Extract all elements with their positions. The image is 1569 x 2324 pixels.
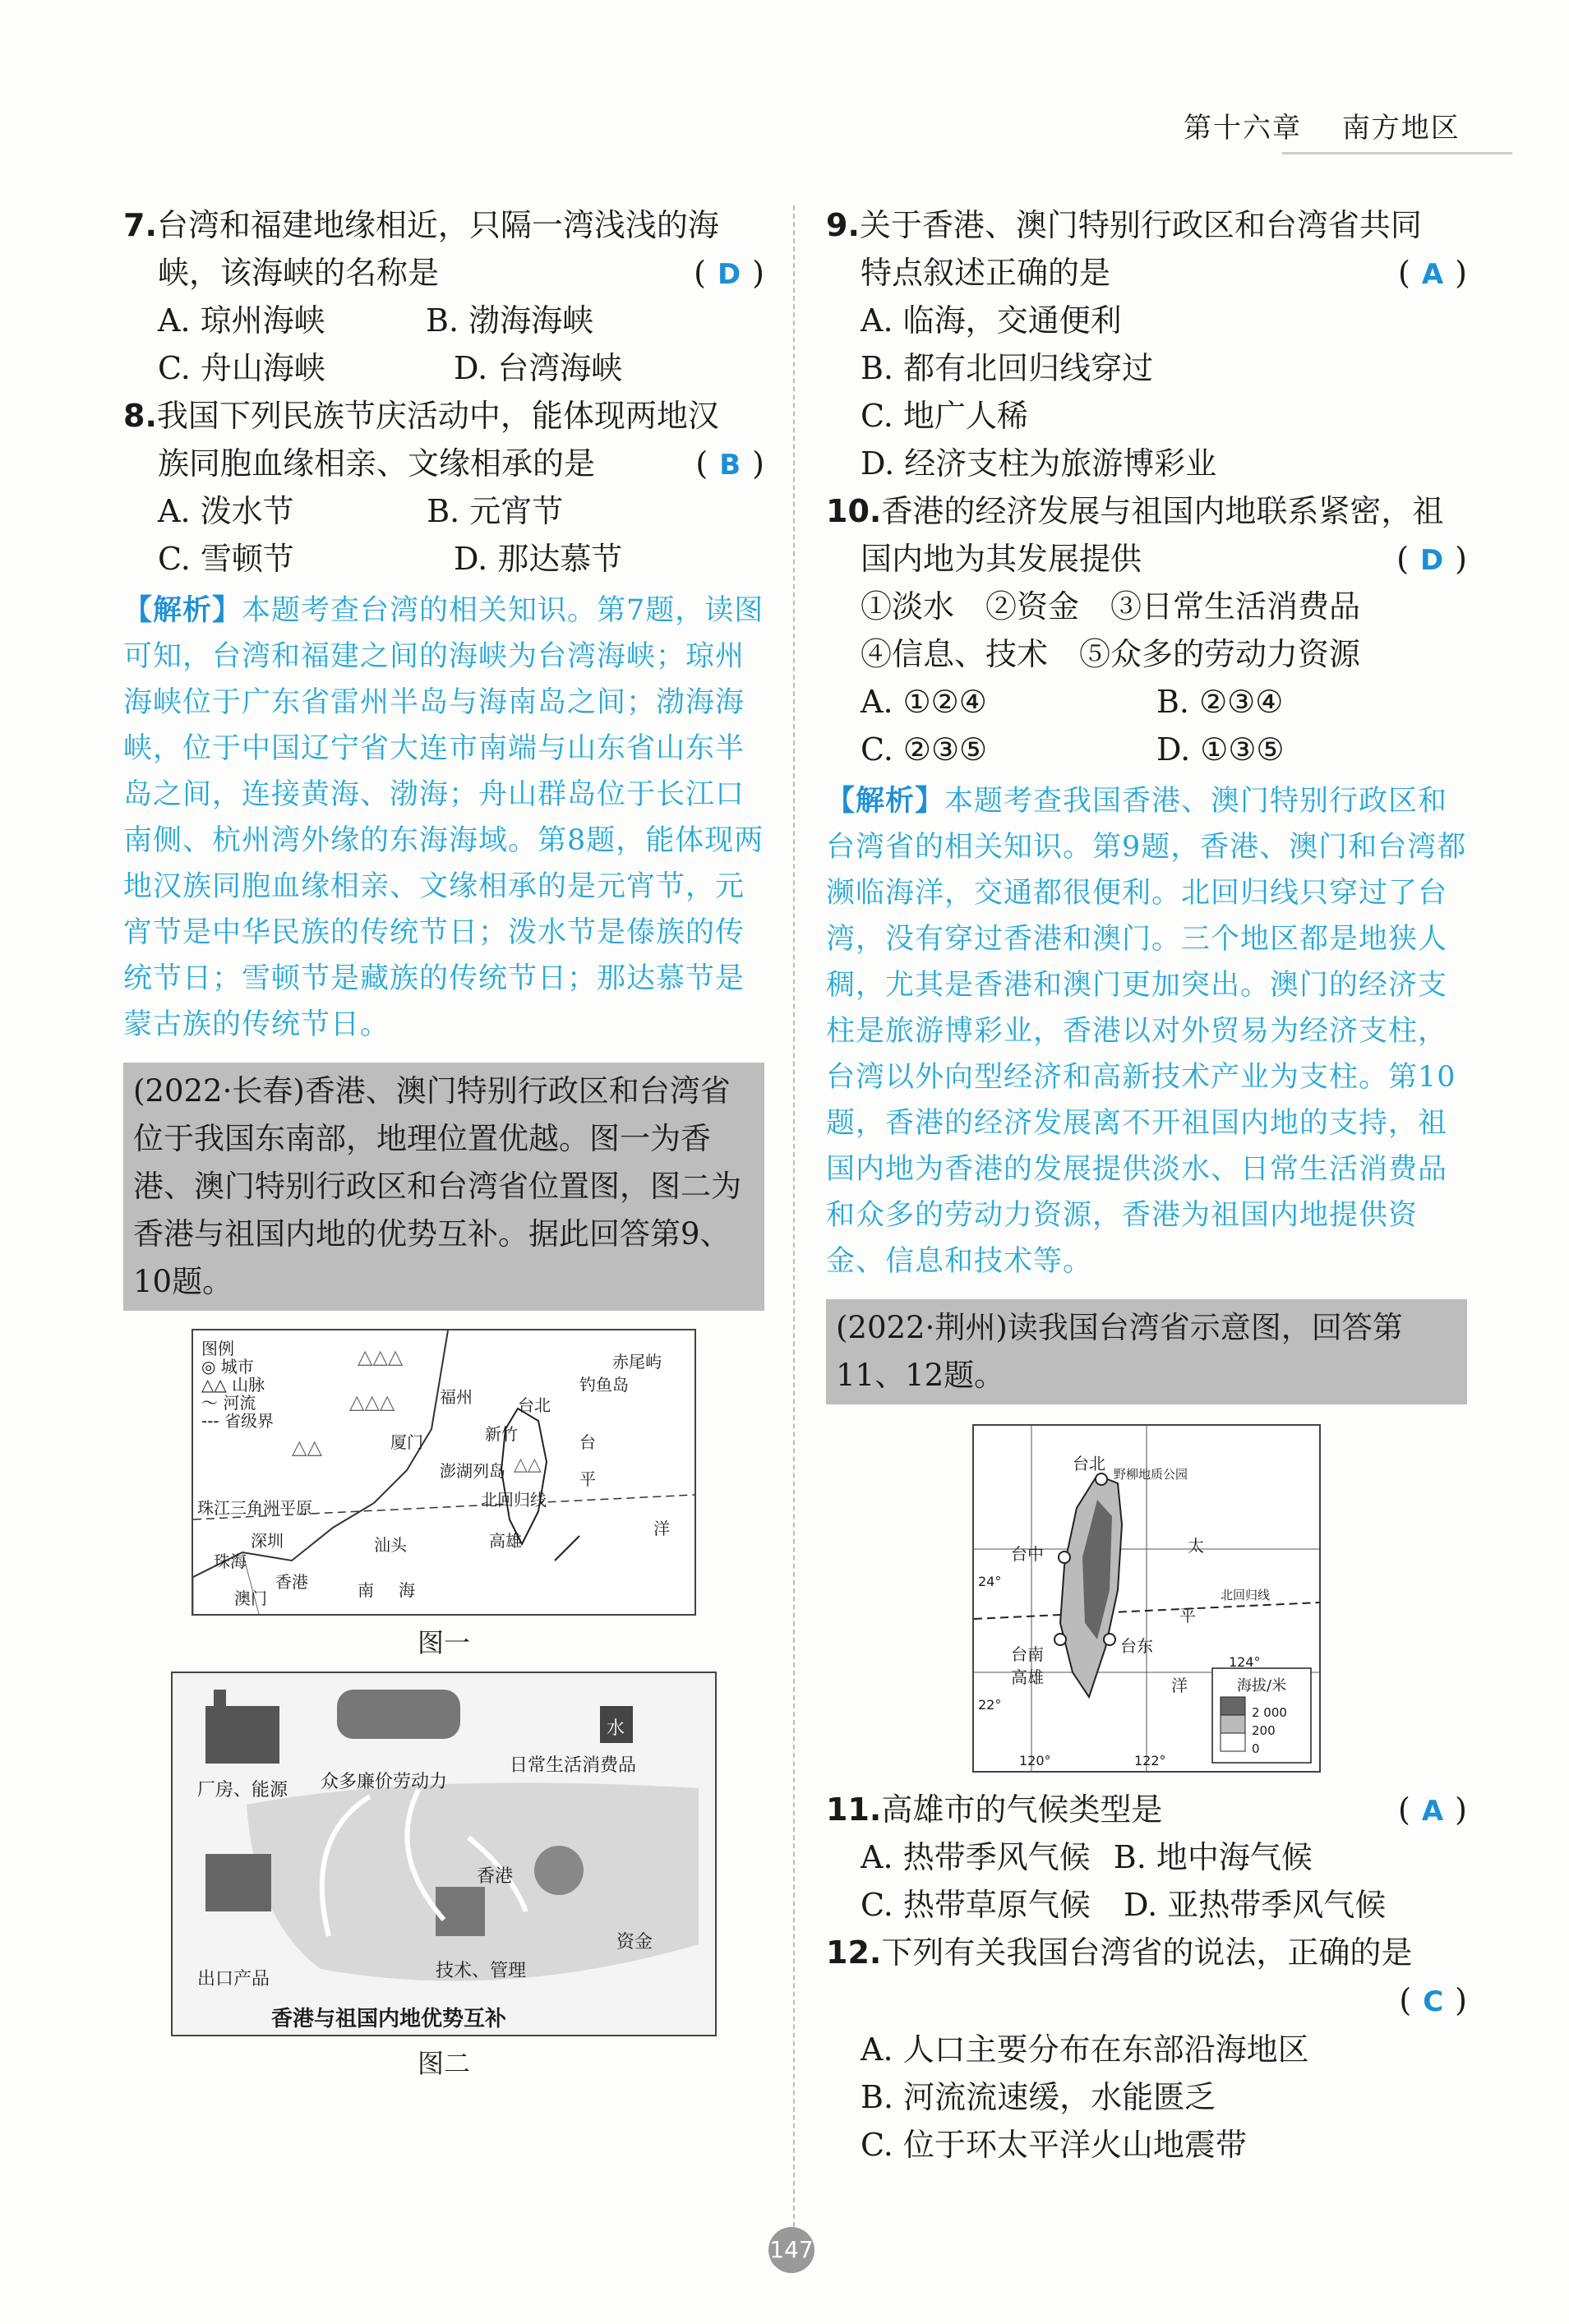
question-8: 8.我国下列民族节庆活动中，能体现两地汉 族同胞血缘相亲、文缘相承的是 ( B ) [123,392,764,487]
map-label: 新竹 [485,1424,518,1444]
map-label: 海 [399,1580,415,1600]
q9-option-c: C. 地广人稀 [861,398,1028,434]
q11-options-row1: A. 热带季风气候 B. 地中海气候 [861,1839,1313,1875]
map-label: 澳门 [234,1589,267,1608]
page-header [1184,105,1461,145]
question-7: 7.台湾和福建地缘相近，只隔一湾浅浅的海 峡，该海峡的名称是 ( D ) [123,201,764,297]
legend-city: ◎ 城市 [201,1357,254,1376]
illustration-label: 众多廉价劳动力 [321,1772,448,1792]
q10-items-1: ①淡水 ②资金 ③日常生活消费品 [861,588,1361,625]
answer-10: ( D ) [1396,541,1467,577]
map-label: 澎湖列岛 [440,1461,505,1481]
q10-items-2: ④信息、技术 ⑤众多的劳动力资源 [861,636,1361,672]
context-box-11-12: (2022·荆州)读我国台湾省示意图，回答第11、12题。 [826,1299,1467,1404]
figure-1-map [192,1329,696,1616]
map-label: 北回归线 [1221,1588,1271,1602]
q11-options-row2: C. 热带草原气候 D. 亚热带季风气候 [861,1887,1387,1923]
q8-options-row1: A. 泼水节 B. 元宵节 [158,493,564,529]
map-label: 深圳 [251,1531,284,1551]
map-label: 高雄 [1011,1667,1044,1687]
q8-options-row2: C. 雪顿节 D. 那达慕节 [158,541,623,577]
svg-text:△△△: △△△ [349,1390,395,1413]
illustration-label: 厂房、能源 [197,1780,288,1801]
figure-3-taiwan-map [972,1424,1321,1773]
question-10: 10.香港的经济发展与祖国内地联系紧密，祖 国内地为其发展提供 ( D ) [826,487,1467,583]
header-rule [1282,152,1512,154]
figure-2-caption: 图二 [417,2048,470,2079]
illustration-title: 香港与祖国内地优势互补 [271,2007,507,2031]
context-box-9-10: (2022·长春)香港、澳门特别行政区和台湾省位于我国东南部，地理位置优越。图一为香港、澳门特别行政区和台湾省位置图，图二为香港与祖国内地的优势互补。据此回答第9、10题。 [123,1063,764,1311]
legend-mountain: △△ 山脉 [201,1375,265,1395]
column-divider [793,205,795,2260]
chapter-number: 第十六章 [1184,112,1302,145]
q7-options-row2: C. 舟山海峡 D. 台湾海峡 [158,350,623,386]
q12-option-b: B. 河流流速缓，水能匮乏 [861,2079,1216,2115]
question-9: 9.关于香港、澳门特别行政区和台湾省共同 特点叙述正确的是 ( A ) [826,201,1467,297]
map-label: 钓鱼岛 [579,1375,629,1395]
chapter-title: 南方地区 [1341,112,1461,145]
q12-option-a: A. 人口主要分布在东部沿海地区 [861,2031,1309,2068]
map-label: 122° [1134,1753,1166,1768]
legend-border: --- 省级界 [201,1411,275,1431]
answer-7: ( D ) [694,255,764,291]
explanation-7-8: 【解析】本题考查台湾的相关知识。第7题，读图可知，台湾和福建之间的海峡为台湾海峡；琼州海峡位于广东省雷州半岛与海南岛之间；渤海海峡，位于中国辽宁省大连市南端与山东省山东半岛之间，连接黄海、渤海；舟山群岛位于长江口南侧、杭州湾外缘的东海海域。第8题，能体现两地汉族同胞血缘相亲、文缘相承的是元宵节，元宵节是中华民族的传统节日；泼水节是傣族的传统节日；雪顿节是藏族的传统节日；那达慕节是蒙古族的传统节日。 [123,593,764,1041]
map-label: 福州 [440,1387,473,1407]
map-label: 汕头 [374,1535,407,1555]
elevation-legend-item: 200 [1252,1723,1276,1738]
map-label: 120° [1019,1753,1051,1768]
legend-title: 图例 [201,1339,234,1358]
elevation-legend-item: 2 000 [1252,1705,1287,1720]
illustration-label: 日常生活消费品 [510,1755,637,1776]
map-label: 平 [579,1469,596,1489]
map-label: 台中 [1011,1544,1044,1564]
q9-option-a: A. 临海，交通便利 [861,302,1122,339]
map-label: 厦门 [390,1432,423,1452]
map-label: 台东 [1120,1636,1153,1656]
map-label: 台北 [518,1395,551,1415]
map-label: 香港 [275,1572,308,1592]
map-label: 24° [978,1574,1002,1589]
right-column [826,201,1467,2169]
map-label: 珠江三角洲平原 [197,1498,312,1518]
map-label: 22° [978,1697,1002,1713]
answer-8: ( B ) [695,445,764,482]
svg-text:△△△: △△△ [358,1345,404,1368]
map-label: 太 [1188,1536,1204,1556]
illustration-label: 水 [607,1718,625,1739]
illustration-label: 资金 [616,1932,653,1953]
svg-text:△△: △△ [292,1436,322,1459]
map-label: 北回归线 [481,1490,547,1510]
map-label: 台北 [1073,1454,1105,1473]
q12-option-c: C. 位于环太平洋火山地震带 [861,2127,1247,2163]
q10-options-row1: A. ①②④ B. ②③④ [861,684,1284,720]
elevation-legend-item: 0 [1252,1741,1260,1756]
answer-12: ( C ) [1399,1982,1467,2018]
illustration-label: 出口产品 [197,1969,270,1990]
figure-2-illustration [171,1672,717,2036]
q9-option-d: D. 经济支柱为旅游博彩业 [861,445,1217,482]
page-number: 147 [768,2227,814,2273]
answer-9: ( A ) [1398,255,1467,291]
question-12: 12.下列有关我国台湾省的说法，正确的是 ( C ) [826,1929,1467,1976]
q10-options-row2: C. ②③⑤ D. ①③⑤ [861,731,1285,768]
left-column [123,201,764,2092]
q7-options-row1: A. 琼州海峡 B. 渤海海峡 [158,302,594,339]
map-label: 124° [1229,1654,1261,1670]
map-label: 高雄 [489,1531,522,1551]
map-label: 野柳地质公园 [1114,1467,1188,1482]
question-11: 11.高雄市的气候类型是 ( A ) [826,1786,1467,1833]
explanation-9-10: 【解析】本题考查我国香港、澳门特别行政区和台湾省的相关知识。第9题，香港、澳门和台湾都濒临海洋，交通都很便利。北回归线只穿过了台湾，没有穿过香港和澳门。三个地区都是地狭人稠，尤其是香港和澳门更加突出。澳门的经济支柱是旅游博彩业，香港以对外贸易为经济支柱，台湾以外向型经济和高新技术产业为支柱。第10题，香港的经济发展离不开祖国内地的支持，祖国内地为香港的发展提供淡水、日常生活消费品和众多的劳动力资源，香港为祖国内地提供资金、信息和技术等。 [826,784,1467,1278]
legend-river: 〜 河流 [201,1393,256,1413]
map-label: 台南 [1011,1644,1044,1664]
q9-option-b: B. 都有北回归线穿过 [861,350,1154,386]
illustration-label: 技术、管理 [436,1961,527,1981]
elevation-legend-title: 海拔/米 [1237,1677,1287,1695]
map-label: 珠海 [214,1552,247,1571]
svg-text:△△: △△ [514,1455,542,1475]
illustration-label: 香港 [477,1866,514,1887]
figure-1-caption: 图一 [417,1627,470,1658]
map-label: 赤尾屿 [612,1352,662,1372]
map-label: 台 [579,1432,596,1452]
map-label: 南 [358,1580,374,1600]
map-label: 洋 [1171,1676,1188,1695]
answer-11: ( A ) [1398,1791,1467,1828]
map-label: 平 [1179,1606,1196,1625]
map-label: 洋 [653,1519,670,1538]
